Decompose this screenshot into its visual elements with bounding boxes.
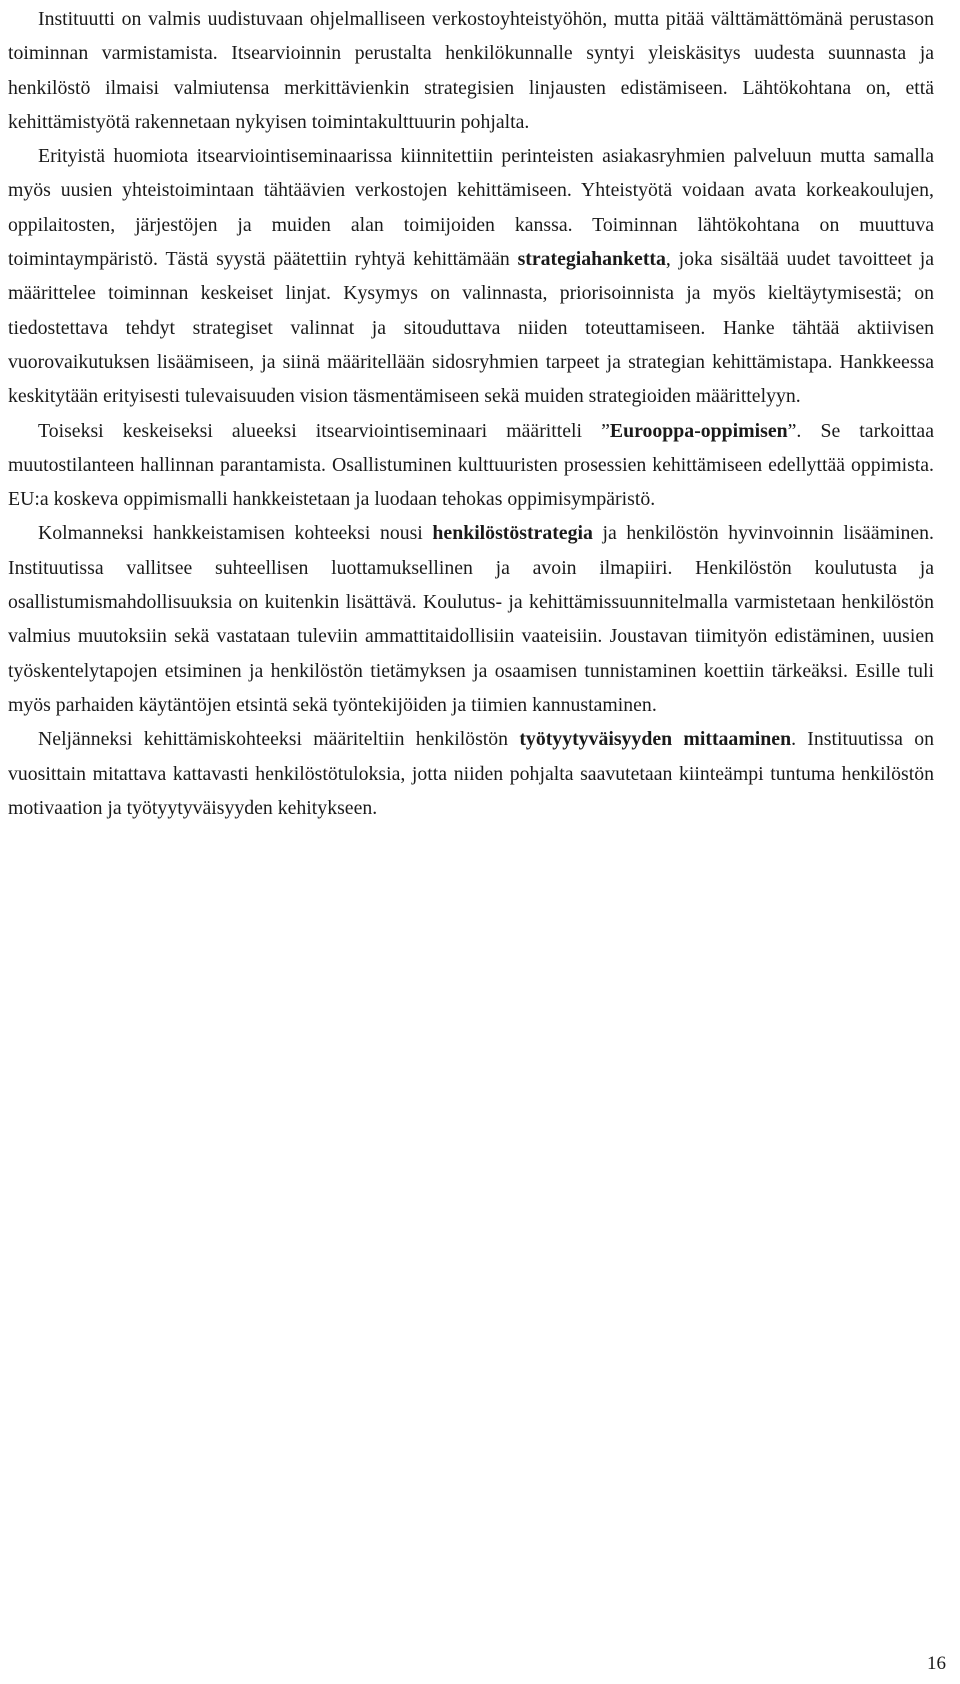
paragraph-2 [8,139,934,413]
paragraph-5-bold-term: työtyytyväisyyden mittaaminen [519,728,792,751]
paragraph-2-text-b: , joka sisältää uudet tavoitteet ja määrittelee toiminnan keskeiset linjat. Kysymys on valinnasta, priorisoinnista ja myös kieltäytymisestä; on tiedostettava tehdyt strategiset valinnat ja sitouduttava niiden toteuttamiseen. Hanke tähtää aktiivisen vuorovaikutuksen lisäämiseen, ja siinä määritellään sidosryhmien tarpeet ja strategian kehittämistapa. Hankkeessa keskitytään erityisesti tulevaisuuden vision täsmentämiseen sekä muiden strategioiden määrittelyyn. [8,248,934,408]
paragraph-1 [8,2,934,139]
page-number: 16 [927,1653,946,1674]
paragraph-3 [8,414,934,517]
paragraph-4-bold-term: henkilöstöstrategia [432,522,593,545]
page-body [8,2,934,825]
paragraph-2-bold-term: strategiahanketta [517,248,666,271]
paragraph-2-text-a: Erityistä huomiota itsearviointiseminaarissa kiinnitettiin perinteisten asiakasryhmien palveluun mutta samalla myös uusien yhteistoimintaan tähtäävien verkostojen kehittämiseen. Yhteistyötä voidaan avata korkeakoulujen, oppilaitosten, järjestöjen ja muiden alan toimijoiden kanssa. Toiminnan lähtökohtana on muuttuva toimintaympäristö. Tästä syystä päätettiin ryhtyä kehittämään [8,145,934,271]
paragraph-5-text-a: Neljänneksi kehittämiskohteeksi määriteltiin henkilöstön [38,728,520,751]
paragraph-3-text-a: Toiseksi keskeiseksi alueeksi itsearviointiseminaari määritteli ” [38,419,610,442]
paragraph-1-text: Instituutti on valmis uudistuvaan ohjelmalliseen verkostoyhteistyöhön, mutta pitää välttämättömänä perustason toiminnan varmistamista. Itsearvioinnin perustalta henkilökunnalle syntyi yleiskäsitys uudesta suunnasta ja henkilöstö ilmaisi valmiutensa merkittävienkin strategisien linjausten edistämiseen. Lähtökohtana on, että kehittämistyötä rakennetaan nykyisen toimintakulttuurin pohjalta. [8,8,934,133]
paragraph-3-text-b: ”. Se tarkoittaa muutostilanteen hallinnan parantamista. Osallistuminen kulttuuristen prosessien kehittämiseen edellyttää oppimista. EU:a koskeva oppimismalli hankkeistetaan ja luodaan tehokas oppimisympäristö. [8,419,934,511]
paragraph-4-text-b: ja henkilöstön hyvinvoinnin lisääminen. Instituutissa vallitsee suhteellisen luottamuksellinen ja avoin ilmapiiri. Henkilöstön koulutusta ja osallistumismahdollisuuksia on kuitenkin lisättävä. Koulutus- ja kehittämissuunnitelmalla varmistetaan henkilöstön valmius muutoksiin sekä vastataan tuleviin ammattitaidollisiin vaateisiin. Joustavan tiimityön edistäminen, uusien työskentelytapojen etsiminen ja henkilöstön tietämyksen ja osaamisen tunnistaminen koettiin tärkeäksi. Esille tuli myös parhaiden käytäntöjen etsintä sekä työntekijöiden ja tiimien kannustaminen. [8,522,934,716]
paragraph-5-text-b: . Instituutissa on vuosittain mitattava kattavasti henkilöstötuloksia, jotta niiden pohjalta saavutetaan kiinteämpi tuntuma henkilöstön motivaation ja työtyytyväisyyden kehitykseen. [8,728,934,819]
paragraph-5 [8,722,934,825]
paragraph-4-text-a: Kolmanneksi hankkeistamisen kohteeksi nousi [38,522,433,545]
paragraph-3-bold-term: Eurooppa-oppimisen [609,419,788,442]
paragraph-4 [8,516,934,722]
